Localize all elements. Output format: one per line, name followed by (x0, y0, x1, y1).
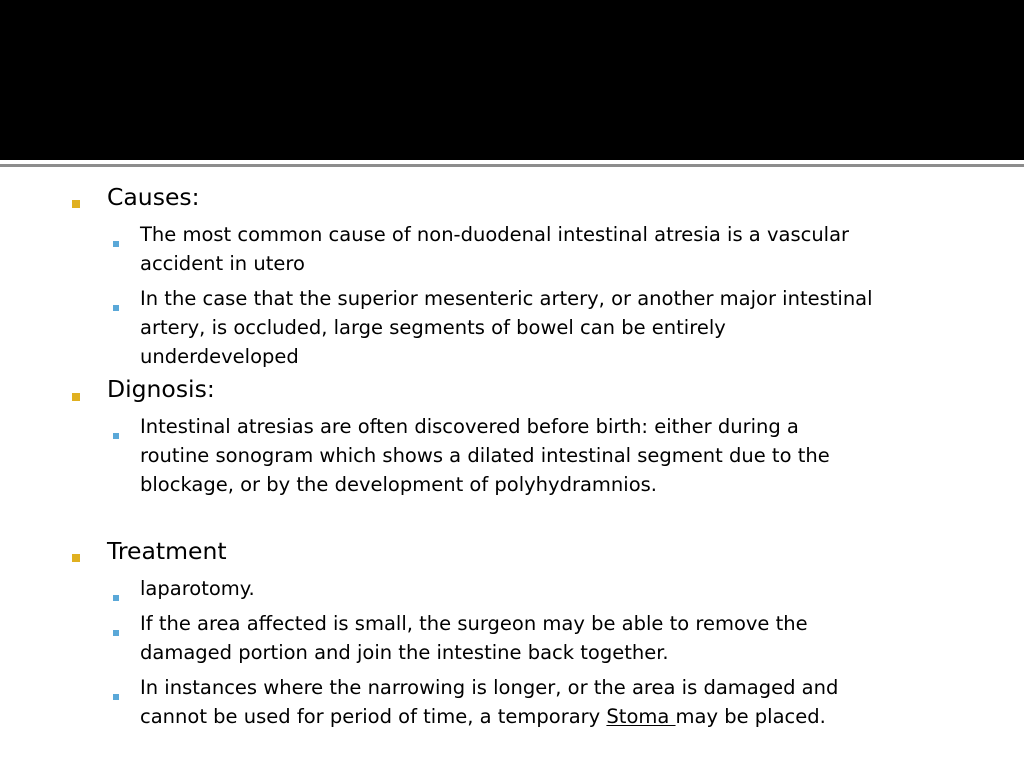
item-text: may be placed. (675, 705, 826, 728)
square-bullet-icon (72, 200, 80, 208)
stoma-link[interactable]: Stoma (606, 705, 676, 728)
heading-bullet-icon (72, 547, 80, 555)
item-bullet-icon (113, 586, 119, 592)
item-line: underdeveloped (140, 345, 299, 368)
square-bullet-icon (72, 393, 80, 401)
section-heading-diagnosis: Dignosis: (107, 375, 215, 403)
heading-bullet-icon (72, 193, 80, 201)
item-line: Intestinal atresias are often discovered before birth: either during a (140, 415, 799, 438)
item-line: damaged portion and join the intestine back together. (140, 641, 669, 664)
section-heading-treatment: Treatment (107, 537, 227, 565)
item-line: accident in utero (140, 252, 305, 275)
item-line: routine sonogram which shows a dilated intestinal segment due to the (140, 444, 830, 467)
item-bullet-icon (113, 621, 119, 627)
item-bullet-icon (113, 685, 119, 691)
item-bullet-icon (113, 296, 119, 302)
square-bullet-icon (113, 630, 119, 636)
section-heading-causes: Causes: (107, 183, 200, 211)
square-bullet-icon (113, 433, 119, 439)
square-bullet-icon (113, 305, 119, 311)
item-bullet-icon (113, 424, 119, 430)
square-bullet-icon (72, 554, 80, 562)
square-bullet-icon (113, 595, 119, 601)
item-line (140, 702, 826, 732)
item-bullet-icon (113, 232, 119, 238)
item-line: laparotomy. (140, 577, 255, 600)
heading-bullet-icon (72, 386, 80, 394)
item-line: blockage, or by the development of polyhydramnios. (140, 473, 657, 496)
item-text: cannot be used for period of time, a temporary (140, 705, 607, 728)
square-bullet-icon (113, 241, 119, 247)
square-bullet-icon (113, 694, 119, 700)
item-line: If the area affected is small, the surgeon may be able to remove the (140, 612, 808, 635)
item-line: artery, is occluded, large segments of bowel can be entirely (140, 316, 726, 339)
item-line: In instances where the narrowing is longer, or the area is damaged and (140, 676, 839, 699)
item-line: The most common cause of non-duodenal intestinal atresia is a vascular (140, 223, 850, 246)
item-line: In the case that the superior mesenteric artery, or another major intestinal (140, 287, 873, 310)
